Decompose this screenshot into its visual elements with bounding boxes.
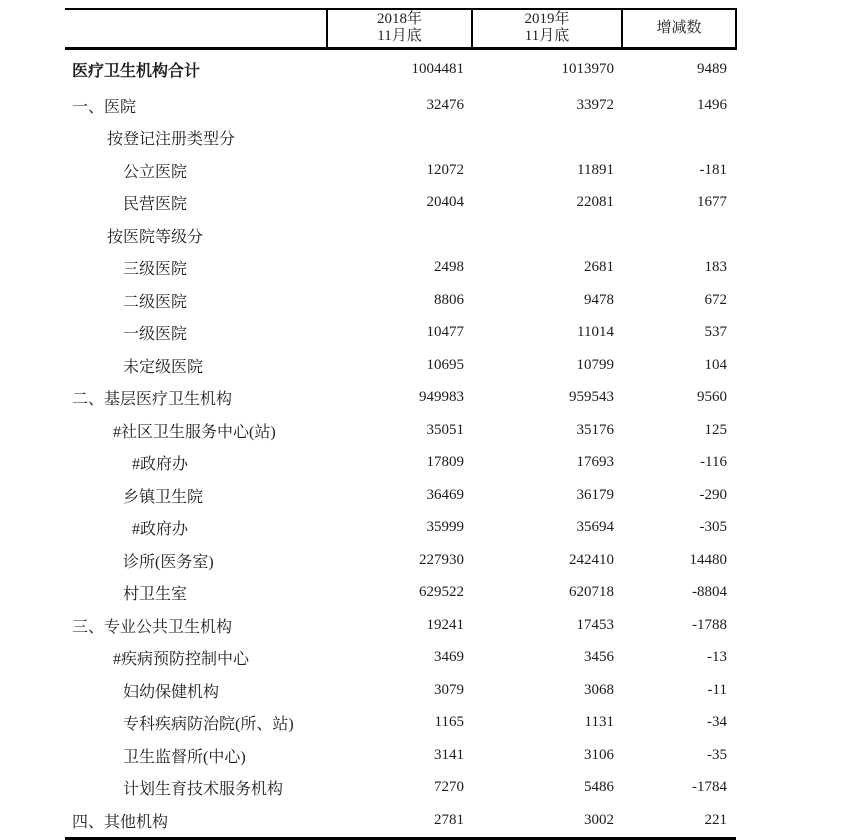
health-institutions-table xyxy=(65,8,737,840)
table-row xyxy=(65,122,736,155)
row-label: 公立医院 xyxy=(123,163,188,181)
value-2019: 17693 xyxy=(576,454,614,471)
value-2018: 10695 xyxy=(426,356,464,373)
value-change: 14480 xyxy=(689,551,727,568)
value-2018: 10477 xyxy=(426,324,464,341)
value-change: -305 xyxy=(699,519,727,536)
table-row xyxy=(65,544,736,577)
value-change: 183 xyxy=(704,259,727,276)
table-row xyxy=(65,89,736,122)
value-2019: 33972 xyxy=(576,96,614,113)
value-2018: 8806 xyxy=(434,291,464,308)
value-2019: 3068 xyxy=(584,681,614,698)
table-row xyxy=(65,804,736,838)
value-2018: 17809 xyxy=(426,454,464,471)
value-2019: 3106 xyxy=(584,746,614,763)
row-label: 乡镇卫生院 xyxy=(123,488,204,506)
value-2018: 2781 xyxy=(327,804,472,838)
value-change: 672 xyxy=(704,291,727,308)
value-change: 104 xyxy=(704,356,727,373)
row-label: 二、基层医疗卫生机构 xyxy=(72,391,233,409)
row-label: #政府办 xyxy=(132,456,189,474)
value-2018 xyxy=(327,122,472,155)
table-row xyxy=(65,154,736,187)
value-change: -13 xyxy=(707,649,727,666)
table-row xyxy=(65,609,736,642)
value-2018: 12072 xyxy=(426,161,464,178)
value-2019: 35176 xyxy=(576,421,614,438)
value-2018: 629522 xyxy=(419,584,464,601)
row-label: 三级医院 xyxy=(123,261,188,279)
value-change: 9489 xyxy=(697,61,727,77)
value-2018: 2498 xyxy=(434,259,464,276)
value-2018: 3079 xyxy=(434,681,464,698)
table-header xyxy=(65,9,736,49)
table-row xyxy=(65,382,736,415)
table-row xyxy=(65,447,736,480)
row-label: 村卫生室 xyxy=(123,586,188,604)
value-2019: 2681 xyxy=(584,259,614,276)
value-2019: 36179 xyxy=(576,486,614,503)
row-label: 未定级医院 xyxy=(123,358,204,376)
value-2018 xyxy=(327,219,472,252)
value-2019: 1013970 xyxy=(561,61,614,77)
value-change: 9560 xyxy=(697,389,727,406)
row-label: 诊所(医务室) xyxy=(123,553,214,571)
value-change xyxy=(622,122,736,155)
header-2019-line1: 2019年 xyxy=(524,11,570,27)
value-change: -35 xyxy=(707,746,727,763)
value-change: 221 xyxy=(622,804,736,838)
table-row xyxy=(65,349,736,382)
header-change-label: 增减数 xyxy=(656,19,702,36)
row-label: 妇幼保健机构 xyxy=(123,683,220,701)
value-2018: 32476 xyxy=(426,96,464,113)
value-2019: 9478 xyxy=(584,291,614,308)
value-change xyxy=(622,219,736,252)
table-row xyxy=(65,317,736,350)
value-2019: 10799 xyxy=(576,356,614,373)
value-change: -181 xyxy=(699,161,727,178)
header-2018-line2: 11月底 xyxy=(377,28,422,44)
value-2019: 17453 xyxy=(576,616,614,633)
header-row xyxy=(65,9,736,49)
table-row xyxy=(65,577,736,610)
value-2019: 11014 xyxy=(577,324,614,341)
table-row xyxy=(65,219,736,252)
value-2019: 959543 xyxy=(569,389,614,406)
row-label: 计划生育技术服务机构 xyxy=(123,781,284,799)
row-label: 一级医院 xyxy=(123,326,188,344)
value-2018: 19241 xyxy=(426,616,464,633)
value-2019 xyxy=(472,122,622,155)
value-change: -8804 xyxy=(692,584,727,601)
value-change: 1496 xyxy=(697,96,727,113)
header-cell-empty xyxy=(65,9,327,49)
value-2019: 11891 xyxy=(577,161,614,178)
header-cell-2018 xyxy=(327,9,472,49)
value-2019: 242410 xyxy=(569,551,614,568)
table-row xyxy=(65,284,736,317)
value-2019 xyxy=(472,219,622,252)
value-2018: 20404 xyxy=(426,194,464,211)
value-2019: 5486 xyxy=(584,779,614,796)
row-label: 三、专业公共卫生机构 xyxy=(72,618,233,636)
table-row xyxy=(65,479,736,512)
value-change: -34 xyxy=(707,714,727,731)
row-label: 按医院等级分 xyxy=(107,228,204,246)
row-label: #社区卫生服务中心(站) xyxy=(113,423,276,441)
value-change: 1677 xyxy=(697,194,727,211)
header-cell-change xyxy=(622,9,736,49)
value-2018: 35999 xyxy=(426,519,464,536)
value-change: 125 xyxy=(704,421,727,438)
value-change: -1788 xyxy=(692,616,727,633)
table-row xyxy=(65,772,736,805)
value-2018: 35051 xyxy=(426,421,464,438)
value-change: -1784 xyxy=(692,779,727,796)
table-row xyxy=(65,49,736,90)
row-label: 一、医院 xyxy=(72,98,137,116)
table-row xyxy=(65,512,736,545)
value-2018: 3141 xyxy=(434,746,464,763)
table-body xyxy=(65,49,736,839)
value-2018: 949983 xyxy=(419,389,464,406)
value-change: -290 xyxy=(699,486,727,503)
row-label: 专科疾病防治院(所、站) xyxy=(123,716,294,734)
table-row xyxy=(65,739,736,772)
value-2019: 3002 xyxy=(472,804,622,838)
table-row xyxy=(65,414,736,447)
table-row xyxy=(65,187,736,220)
value-2019: 22081 xyxy=(576,194,614,211)
value-2019: 3456 xyxy=(584,649,614,666)
table-row xyxy=(65,707,736,740)
row-label: #政府办 xyxy=(132,521,189,539)
value-2019: 1131 xyxy=(584,714,614,731)
value-2018: 3469 xyxy=(434,649,464,666)
value-change: -116 xyxy=(700,454,727,471)
row-label: 二级医院 xyxy=(123,293,188,311)
table-row xyxy=(65,252,736,285)
table-row xyxy=(65,642,736,675)
value-2019: 35694 xyxy=(576,519,614,536)
header-cell-2019 xyxy=(472,9,622,49)
value-2018: 7270 xyxy=(434,779,464,796)
value-change: -11 xyxy=(707,681,727,698)
row-label: 卫生监督所(中心) xyxy=(123,748,246,766)
value-2019: 620718 xyxy=(569,584,614,601)
row-label: 四、其他机构 xyxy=(65,804,327,838)
row-label: #疾病预防控制中心 xyxy=(113,651,250,669)
value-2018: 1004481 xyxy=(411,61,464,77)
table-row xyxy=(65,674,736,707)
row-label: 按登记注册类型分 xyxy=(107,131,236,149)
value-change: 537 xyxy=(704,324,727,341)
value-2018: 36469 xyxy=(426,486,464,503)
header-2019-line2: 11月底 xyxy=(524,28,570,44)
value-2018: 1165 xyxy=(434,714,464,731)
value-2018: 227930 xyxy=(419,551,464,568)
row-label: 医疗卫生机构合计 xyxy=(72,63,201,80)
header-2018-line1: 2018年 xyxy=(376,11,422,27)
row-label: 民营医院 xyxy=(123,196,188,214)
